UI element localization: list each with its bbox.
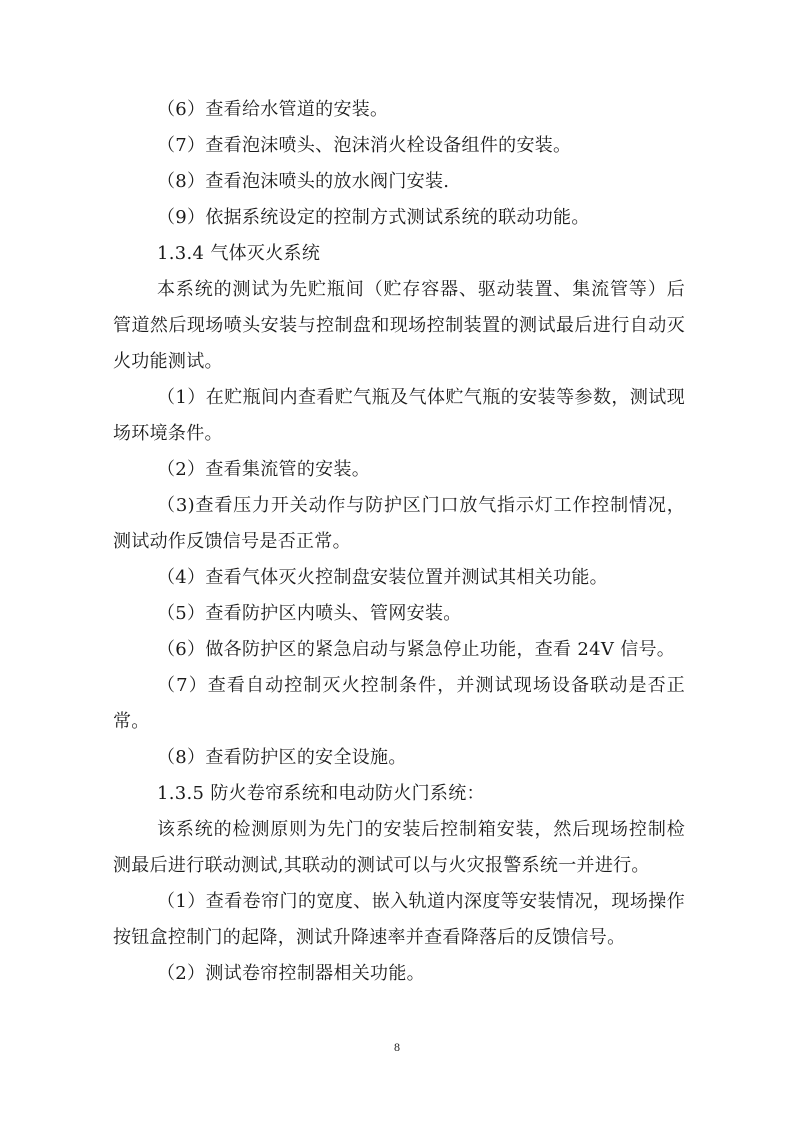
- body-paragraph: 该系统的检测原则为先门的安装后控制箱安装，然后现场控制检测最后进行联动测试,其联动的测试可以与火灾报警系统一并进行。: [113, 819, 685, 876]
- list-item: （5）查看防护区内喷头、管网安装。: [157, 603, 462, 624]
- page-number: 8: [394, 1040, 400, 1054]
- body-paragraph: 本系统的测试为先贮瓶间（贮存容器、驱动装置、集流管等）后管道然后现场喷头安装与控制盘和现场控制装置的测试最后进行自动灭火功能测试。: [113, 279, 685, 372]
- list-item: （6）查看给水管道的安装。: [157, 99, 389, 120]
- list-item: （8）查看防护区的安全设施。: [157, 747, 407, 768]
- list-item: （8）查看泡沫喷头的放水阀门安装.: [157, 171, 450, 192]
- section-heading: 1.3.5 防火卷帘系统和电动防火门系统：: [157, 783, 485, 804]
- document-body: [113, 92, 685, 992]
- list-item: （2）查看集流管的安装。: [157, 459, 371, 480]
- list-item: （6）做各防护区的紧急启动与紧急停止功能，查看 24V 信号。: [157, 639, 676, 660]
- list-item: （7）查看泡沫喷头、泡沫消火栓设备组件的安装。: [157, 135, 572, 156]
- list-item: （1）查看卷帘门的宽度、嵌入轨道内深度等安装情况，现场操作按钮盒控制门的起降，测试升降速率并查看降落后的反馈信号。: [113, 891, 685, 948]
- list-item: （1）在贮瓶间内查看贮气瓶及气体贮气瓶的安装等参数，测试现场环境条件。: [113, 387, 685, 444]
- list-item: （9）依据系统设定的控制方式测试系统的联动功能。: [157, 207, 590, 228]
- list-item: （7）查看自动控制灭火控制条件，并测试现场设备联动是否正常。: [113, 675, 685, 732]
- list-item: （4）查看气体灭火控制盘安装位置并测试其相关功能。: [157, 567, 608, 588]
- section-heading: 1.3.4 气体灭火系统: [157, 243, 321, 264]
- list-item: （3)查看压力开关动作与防护区门口放气指示灯工作控制情况，测试动作反馈信号是否正常。: [113, 495, 685, 552]
- list-item: （2）测试卷帘控制器相关功能。: [157, 963, 425, 984]
